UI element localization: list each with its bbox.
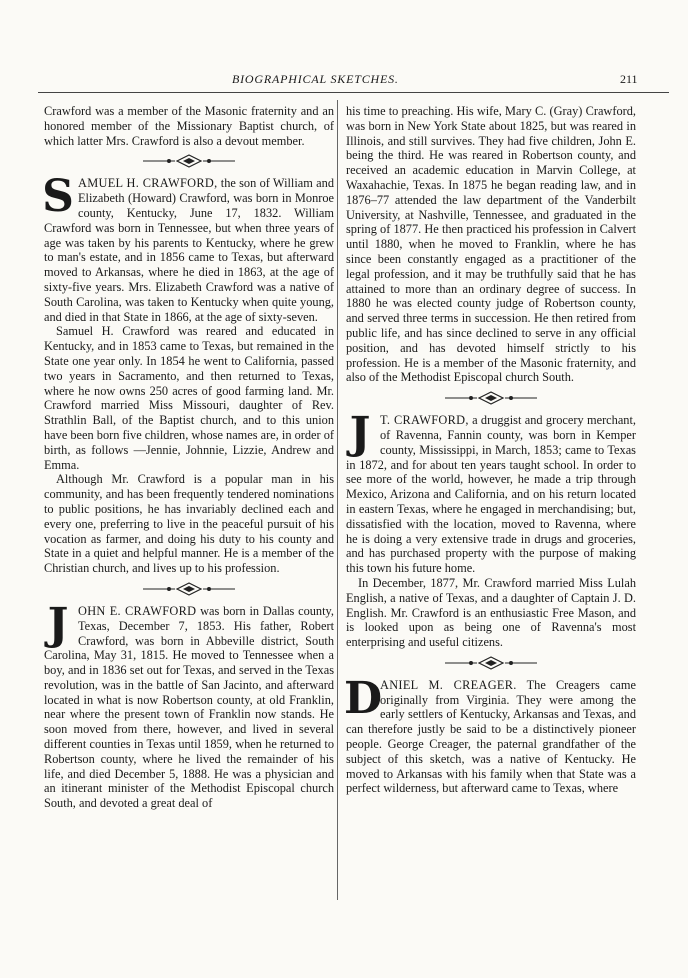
paragraph: Although Mr. Crawford is a popular man in his community, and has been frequently tendered nominations to public positions, he has invariably declined each and every one, preferring to live in the peaceful pursuit of his vocation as farmer, and doing his duty to his county and State in a quiet and helpful manner. He is a member of the Christian church, and lives up to his profession. bbox=[44, 472, 334, 576]
running-head: BIOGRAPHICAL SKETCHES. bbox=[232, 72, 399, 86]
sketch-jt-crawford bbox=[346, 408, 636, 576]
paragraph: In December, 1877, Mr. Crawford married Miss Lulah English, a native of Texas, and a daughter of Captain J. D. English. Mr. Crawford is an enthusiastic Free Mason, and is looked upon as being one of Ravenna's most enterprising and useful citizens. bbox=[346, 575, 636, 650]
entry-name: T. CRAWFORD, bbox=[380, 413, 469, 428]
paragraph: Samuel H. Crawford was reared and educated in Kentucky, and in 1853 came to Texas, but remained in the State one year only. In 1854 he went to California, passed two years in Sacramento, and then returned to Texas, where he now owns 250 acres of good farming land. Mr. Crawford married Miss Missouri, daughter of Rev. Strathlin Ball, of the Baptist church, and to this union have been born five children, whose names are, in order of birth, as follows —Jennie, Johnnie, Lizzie, Andrew and Emma. bbox=[44, 324, 334, 472]
ornament-divider bbox=[441, 391, 541, 405]
sketch-john-crawford bbox=[44, 598, 334, 811]
entry-text: The Creagers came originally from Virginia. They were among the early settlers of Kentucky, Arkansas and Texas, and can therefore justly be said to be a distinctively pioneer people. George Creager, the paternal grandfather of the subject of this sketch, was a native of Kentucky. He moved to Arkansas with his family when that State was a perfect wilderness, but afterward came to Texas, where bbox=[346, 677, 636, 796]
paragraph: Crawford was a member of the Masonic fraternity and an honored member of the Missionary Baptist church, of which latter Mrs. Crawford is also a devout member. bbox=[44, 104, 334, 148]
entry-name: OHN E. CRAWFORD bbox=[78, 603, 197, 618]
ornament-divider bbox=[139, 582, 239, 596]
column-divider bbox=[337, 100, 338, 900]
entry-name: AMUEL H. CRAWFORD, bbox=[78, 176, 218, 191]
header-rule bbox=[38, 92, 669, 93]
page-number: 211 bbox=[620, 72, 638, 86]
entry-text: was born in Dallas county, Texas, December 7, 1853. His father, Robert Crawford, was born in Abbeville district, South Carolina, May 31, 1815. He moved to Tennessee when a boy, and in 1836 set out for Texas, and served in the Texas revolution, was in the battle of San Jacinto, and afterward located in what is now Robertson county, at old Franklin, near where the present town of Franklin now stands. He soon moved from there, however, and lived in several different counties in Texas until 1859, when he returned to Robertson county, where he lived the remainder of his life, and died December 5, 1888. He was a physician and an itinerant minister of the Methodist Episcopal church South, and devoted a great deal of bbox=[44, 603, 334, 811]
drop-cap: D bbox=[344, 672, 383, 724]
entry-name: ANIEL M. CREAGER. bbox=[380, 677, 517, 692]
page-header bbox=[0, 72, 688, 88]
drop-cap: S bbox=[42, 171, 74, 223]
paragraph: his time to preaching. His wife, Mary C. (Gray) Crawford, was born in New York State about 1825, but was reared in Illinois, and still survives. They had five children, John E. being the third. He was reared in Robertson county, and received an academic education in Marvin College, at Waxahachie, Texas. In 1875 he began reading law, and in 1876–77 attended the law department of the Vanderbilt University, at Nashville, Tennessee, and graduated in the spring of 1877. He then practiced his profession in Calvert until 1880, when he moved to Franklin, where he has since been constantly engaged as a practitioner of the legal profession, and it may be truthfully said that he has attained to more than an ordinary degree of success. In 1880 he was elected county judge of Robertson county, and served three terms in succession. He then retired from public life, and has since declined to serve in any official position, and has devoted himself strictly to his profession. He is a member of the Masonic fraternity, and also of the Methodist Episcopal church South. bbox=[346, 104, 636, 385]
right-column bbox=[346, 104, 636, 796]
drop-cap: J bbox=[47, 598, 69, 650]
ornament-divider bbox=[139, 154, 239, 168]
sketch-daniel-creager bbox=[344, 672, 636, 796]
sketch-samuel-crawford bbox=[42, 171, 334, 324]
left-column bbox=[44, 104, 334, 811]
drop-cap: J bbox=[349, 408, 371, 460]
entry-text: a druggist and grocery merchant, of Ravenna, Fannin county, was born in Kemper county, Mississippi, in March, 1853; came to Texas in 1872, and for about ten years taught school. In order to see more of the world, however, he made a trip through Mexico, Arizona and California, and on his return located in eastern Texas, where he engaged in merchandising; but, dissatisfied with the location, moved to Ravenna, where he is doing a very extensive trade in drugs and groceries, and has purchased property with the purpose of making this town his future home. bbox=[346, 413, 636, 576]
ornament-divider bbox=[441, 656, 541, 670]
entry-text: the son of William and Elizabeth (Howard) Crawford, was born in Monroe county, Kentucky, June 17, 1832. William Crawford was born in Tennessee, but when three years of age was taken by his parents to Kentucky, where he grew to man's estate, and in 1856 came to Texas, but afterward moved to Arkansas, where he died in 1863, at the age of sixty-five years. Mrs. Elizabeth Crawford was a native of South Carolina, was taken to Kentucky when quite young, and died in that State in 1866, at the age of sixty-seven. bbox=[44, 176, 334, 324]
